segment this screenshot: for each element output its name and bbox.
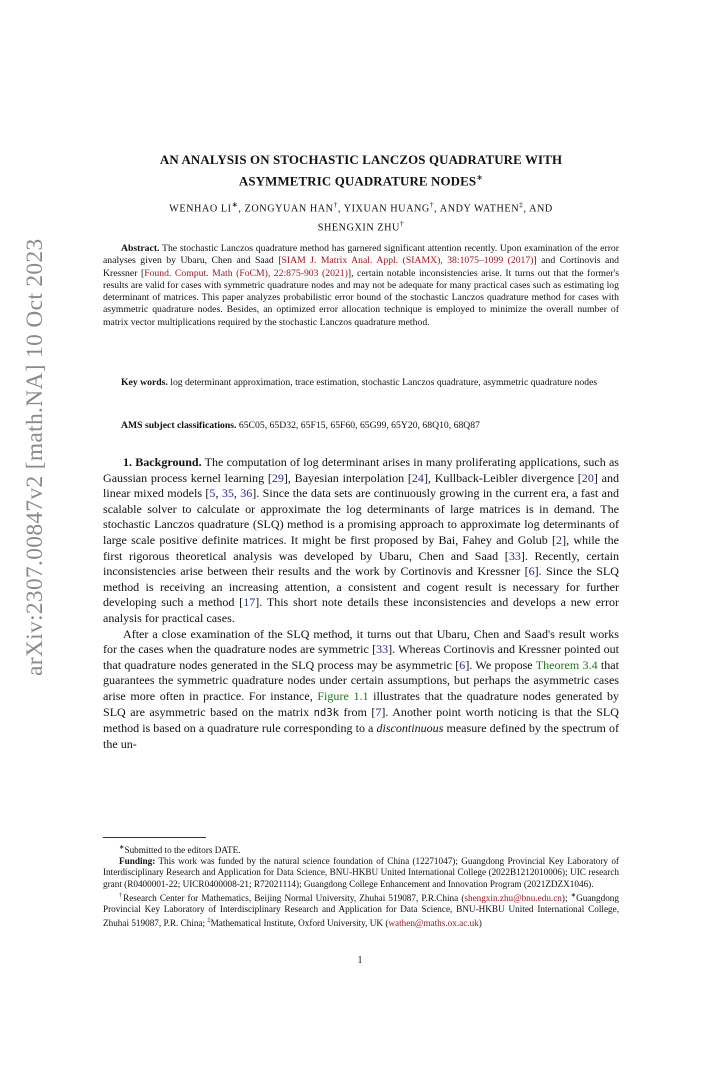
- email-link[interactable]: shengxin.zhu@bnu.edu.cn: [464, 892, 562, 903]
- citation-link[interactable]: 6: [459, 657, 466, 672]
- page-number: 1: [357, 955, 363, 966]
- footnote-divider: [103, 837, 206, 838]
- author-name: ZONGYUAN HAN: [244, 203, 334, 215]
- citation-link[interactable]: 24: [411, 470, 424, 485]
- citation-link[interactable]: 33: [508, 548, 521, 563]
- reference-link[interactable]: SIAM J. Matrix Anal. Appl. (SIAMX), 38:1075–1099 (2017): [281, 255, 534, 267]
- ams-classifications: AMS subject classifications. 65C05, 65D32, 65F15, 65F60, 65G99, 65Y20, 68Q10, 68Q87: [121, 420, 480, 431]
- section-background: [103, 455, 619, 752]
- footnote: Funding: This work was funded by the natural science foundation of China (12271047); Guangdong Provincial Key Laboratory of Interdisciplinary Research and Application for Data Science, BNU-HKBU United International College (2022B1212010006); UIC research grant (R0400001-22; UICR0400008-21; R72021114); Guangdong College Enhancement and Innovation Program (2021ZDZX1046).: [103, 856, 619, 889]
- paragraph: 1. Background. The computation of log determinant arises in many proliferating applications, such as Gaussian process kernel learning [29], Bayesian interpolation [24], Kullback-Leibler divergence [20] and linear mixed models [5, 35, 36]. Since the data sets are continuously growing in the current era, a fast and scalable solver to calculate or approximate the log determinants of large matrices is in demand. The stochastic Lanczos quadrature (SLQ) method is a promising approach to approximate log determinants of large scale positive definite matrices. It might be first proposed by Bai, Fahey and Golub [2], while the first rigorous theoretical analysis was developed by Ubaru, Chen and Saad [33]. Recently, certain inconsistencies arise between their results and the work by Cortinovis and Kressner [6]. Since the SLQ method is receiving an increasing attention, a consistent and cogent result is necessary for further developing such a method [17]. This short note details these inconsistencies and develops a new error analysis for practical cases.: [103, 455, 620, 625]
- author-name: SHENGXIN ZHU: [317, 222, 400, 234]
- citation-link[interactable]: 2: [556, 532, 563, 547]
- funding-label: Funding:: [119, 856, 156, 867]
- ams-label: AMS subject classifications.: [121, 420, 237, 431]
- authors-line-1: WENHAO LI∗, ZONGYUAN HAN†, YIXUAN HUANG†, ANDY WATHEN‡, AND: [169, 200, 553, 215]
- title-line-1: AN ANALYSIS ON STOCHASTIC LANCZOS QUADRATURE WITH: [159, 153, 563, 167]
- paragraph: After a close examination of the SLQ method, it turns out that Ubaru, Chen and Saad's result works for the cases when the quadrature nodes are symmetric [33]. Whereas Cortinovis and Kressner pointed out that quadrature nodes generated in the SLQ process may be asymmetric [6]. We propose Theorem 3.4 that guarantees the symmetric quadrature nodes under certain assumptions, but perhaps the asymmetric cases arise more often in practice. For instance, Figure 1.1 illustrates that the quadrature nodes generated by SLQ are asymmetric based on the matrix nd3k from [7]. Another point worth noticing is that the SLQ method is based on a quadrature rule corresponding to a discontinuous measure defined by the spectrum of the un-: [103, 626, 619, 751]
- email-link[interactable]: wathen@maths.ox.ac.uk: [388, 918, 479, 929]
- authors-line-2: SHENGXIN ZHU†: [317, 219, 405, 234]
- citation-link[interactable]: 33: [376, 642, 389, 657]
- citation-link[interactable]: 20: [581, 470, 594, 485]
- keywords: Key words. log determinant approximation, trace estimation, stochastic Lanczos quadrature, asymmetric quadrature nodes: [121, 377, 598, 388]
- keywords-label: Key words.: [121, 377, 168, 388]
- reference-link[interactable]: Found. Comput. Math (FoCM), 22:875-903 (2021): [144, 267, 348, 279]
- footnote: †Research Center for Mathematics, Beijing Normal University, Zhuhai 519087, P.R.China (shengxin.zhu@bnu.edu.cn); ∗Guangdong Provincial Key Laboratory of Interdisciplinary Research and Application for Data Science, BNU-HKBU United International College, Zhuhai 519087, P.R. China; ‡Mathematical Institute, Oxford University, UK (wathen@maths.ox.ac.uk): [103, 891, 619, 929]
- citation-link[interactable]: 35: [221, 486, 234, 501]
- footnotes: [103, 842, 619, 930]
- citation-link[interactable]: 7: [375, 704, 382, 719]
- matrix-name: nd3k: [313, 706, 339, 719]
- section-heading: 1. Background.: [123, 455, 202, 469]
- title-footnote-mark: ∗: [476, 173, 484, 182]
- figure-crossref-link[interactable]: Figure 1.1: [317, 688, 369, 703]
- author-name: YIXUAN HUANG: [343, 203, 430, 215]
- author-name: ANDY WATHEN: [439, 203, 520, 215]
- footnote: ∗Submitted to the editors DATE.: [119, 844, 241, 856]
- author-list: [103, 197, 619, 236]
- citation-link[interactable]: 5: [209, 486, 216, 501]
- paper-title: [103, 152, 619, 190]
- theorem-crossref-link[interactable]: Theorem 3.4: [535, 657, 598, 672]
- arxiv-identifier-stamp: arXiv:2307.00847v2 [math.NA] 10 Oct 2023: [22, 238, 48, 676]
- author-name: WENHAO LI: [169, 203, 232, 215]
- abstract: Abstract. The stochastic Lanczos quadrature method has garnered significant attention recently. Upon examination of the error analyses given by Ubaru, Chen and Saad [SIAM J. Matrix Anal. Appl. (SIAMX), 38:1075–1099 (2017)] and Cortinovis and Kressner [Found. Comput. Math (FoCM), 22:875-903 (2021)], certain notable inconsistencies arise. It turns out that the former's results are valid for cases with symmetric quadrature nodes and may not be adequate for many practical cases such as estimating log determinant of matrices. This paper analyzes probabilistic error bound of the stochastic Lanczos quadrature method for cases with asymmetric quadrature nodes. Besides, an optimized error allocation technique is employed to minimize the overall number of matrix vector multiplications required by the stochastic Lanczos quadrature method.: [103, 243, 620, 328]
- title-line-2: ASYMMETRIC QUADRATURE NODES∗: [238, 173, 484, 189]
- abstract-label: Abstract.: [121, 243, 160, 254]
- citation-link[interactable]: 6: [528, 564, 535, 579]
- citation-link[interactable]: 17: [243, 595, 256, 610]
- citation-link[interactable]: 36: [240, 486, 253, 501]
- citation-link[interactable]: 29: [271, 470, 284, 485]
